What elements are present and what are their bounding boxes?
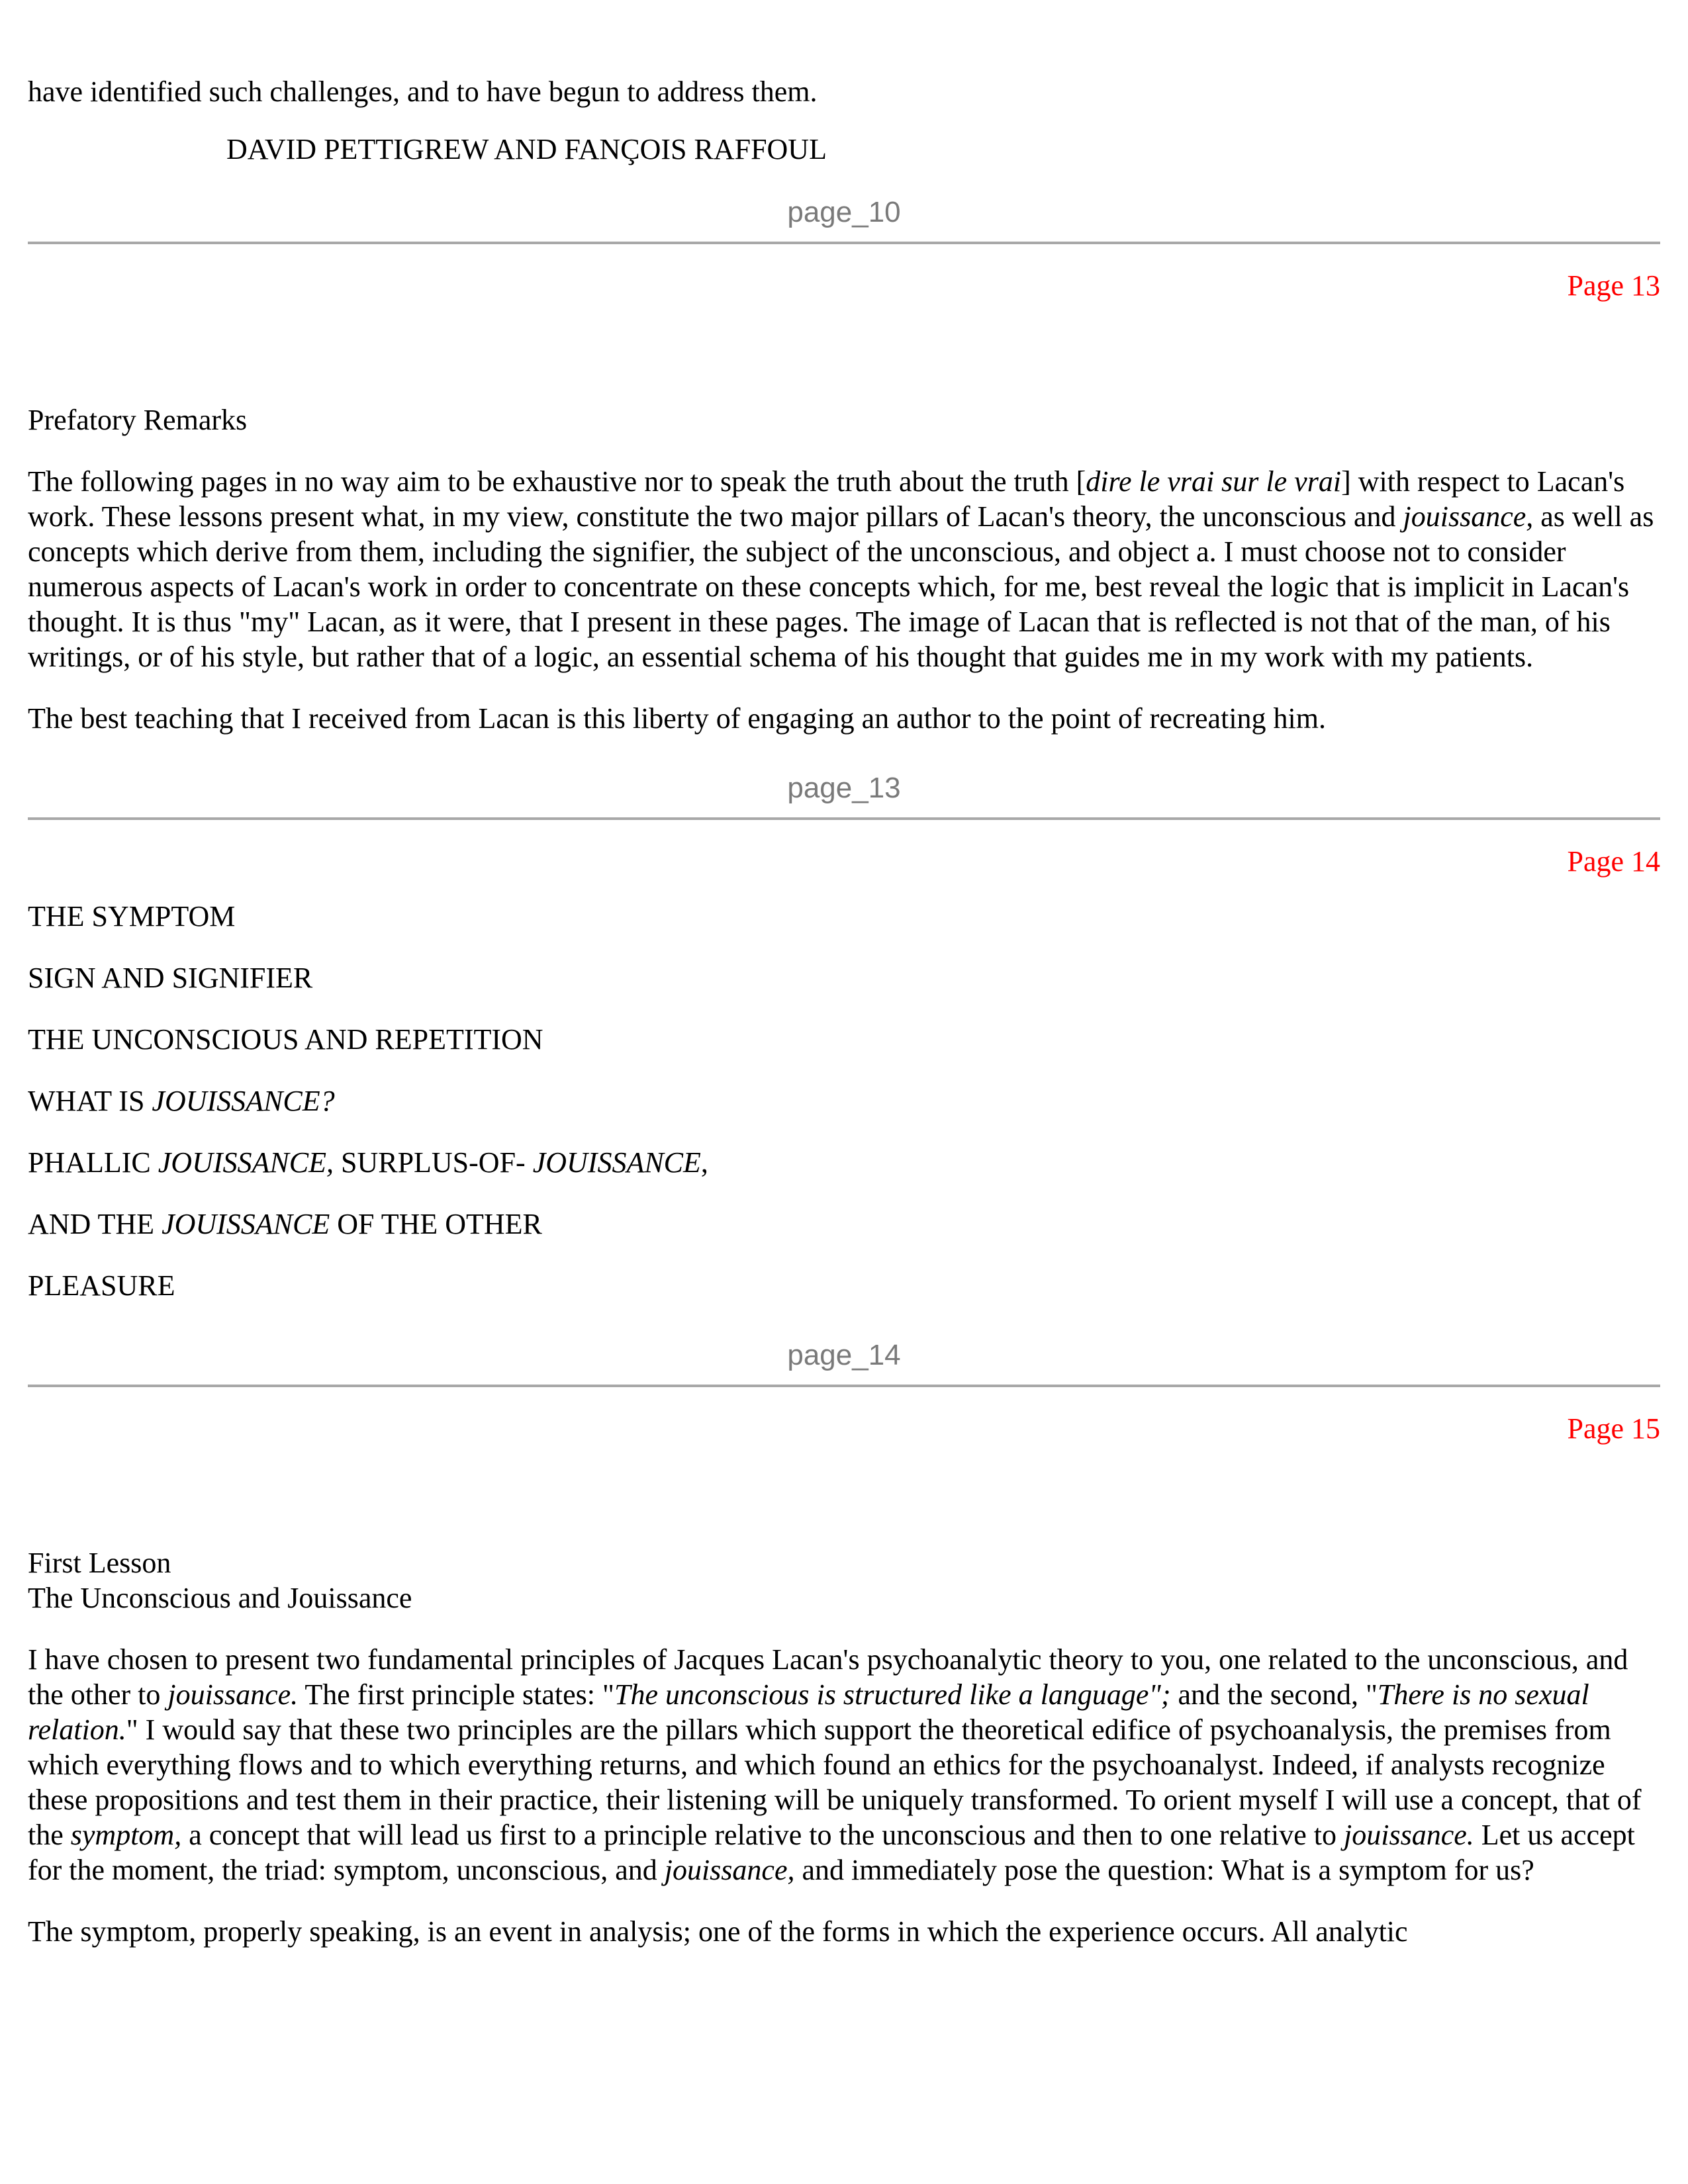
section-heading-prefatory: Prefatory Remarks bbox=[28, 404, 248, 436]
page-number-13[interactable]: Page 13 bbox=[1567, 269, 1660, 302]
signature: DAVID PETTIGREW AND FANÇOIS RAFFOUL bbox=[226, 133, 827, 165]
page-divider bbox=[28, 1385, 1660, 1387]
section-page-14 bbox=[28, 844, 1660, 1387]
page-number-15[interactable]: Page 15 bbox=[1567, 1412, 1660, 1445]
lesson-heading-line2: The Unconscious and Jouissance bbox=[28, 1582, 412, 1614]
toc-item: PHALLIC JOUISSANCE, SURPLUS-OF- JOUISSANCE, bbox=[28, 1146, 708, 1179]
page-number-14[interactable]: Page 14 bbox=[1567, 845, 1660, 878]
toc-item: THE SYMPTOM bbox=[28, 900, 236, 933]
paragraph-teaching: The best teaching that I received from Lacan is this liberty of engaging an author to the point of recreating him. bbox=[28, 702, 1326, 735]
toc-item: WHAT IS JOUISSANCE? bbox=[28, 1085, 335, 1117]
page-marker-10: page_10 bbox=[787, 196, 901, 228]
toc-item: SIGN AND SIGNIFIER bbox=[28, 962, 313, 994]
continuation-text: have identified such challenges, and to have begun to address them. bbox=[28, 75, 818, 108]
paragraph-symptom: The symptom, properly speaking, is an event in analysis; one of the forms in which the experience occurs. All analytic bbox=[28, 1915, 1408, 1948]
lesson-heading-line1: First Lesson bbox=[28, 1547, 171, 1579]
section-page-13 bbox=[28, 268, 1660, 820]
paragraph-lesson-intro: I have chosen to present two fundamental principles of Jacques Lacan's psychoanalytic theory to you, one related to the unconscious, and the other to jouissance. The first principle states: "The unconscious is structured like a language"; and the second, "There is no sexual relation." I would say that these two principles are the pillars which support the theoretical edifice of psychoanalysis, the premises from which everything flows and to which everything returns, and which found an ethics for the psychoanalyst. Indeed, if analysts recognize these propositions and test them in their practice, their listening will be uniquely transformed. To orient myself I will use a concept, that of the symptom, a concept that will lead us first to a principle relative to the unconscious and then to one relative to jouissance. Let us accept for the moment, the triad: symptom, unconscious, and jouissance, and immediately pose the question: What is a symptom for us? bbox=[28, 1643, 1642, 1886]
page-marker-13: page_13 bbox=[787, 772, 901, 804]
page-divider bbox=[28, 242, 1660, 244]
page-divider bbox=[28, 817, 1660, 820]
paragraph-prefatory: The following pages in no way aim to be exhaustive nor to speak the truth about the truth [dire le vrai sur le vrai] with respect to Lacan's work. These lessons present what, in my view, constitute the two major pillars of Lacan's theory, the unconscious and jouissance, as well as concepts which derive from them, including the signifier, the subject of the unconscious, and object a. I must choose not to consider numerous aspects of Lacan's work in order to concentrate on these concepts which, for me, best reveal the logic that is implicit in Lacan's thought. It is thus "my" Lacan, as it were, that I present in these pages. The image of Lacan that is reflected is not that of the man, of his writings, or of his style, but rather that of a logic, an essential schema of his thought that guides me in my work with my patients. bbox=[28, 465, 1654, 673]
section-page-15 bbox=[28, 1411, 1660, 1949]
section-page-10 bbox=[28, 0, 1660, 244]
toc-item: THE UNCONSCIOUS AND REPETITION bbox=[28, 1023, 543, 1056]
page-marker-14: page_14 bbox=[787, 1339, 901, 1371]
toc-item: AND THE JOUISSANCE OF THE OTHER bbox=[28, 1208, 542, 1240]
toc-item: PLEASURE bbox=[28, 1269, 175, 1302]
